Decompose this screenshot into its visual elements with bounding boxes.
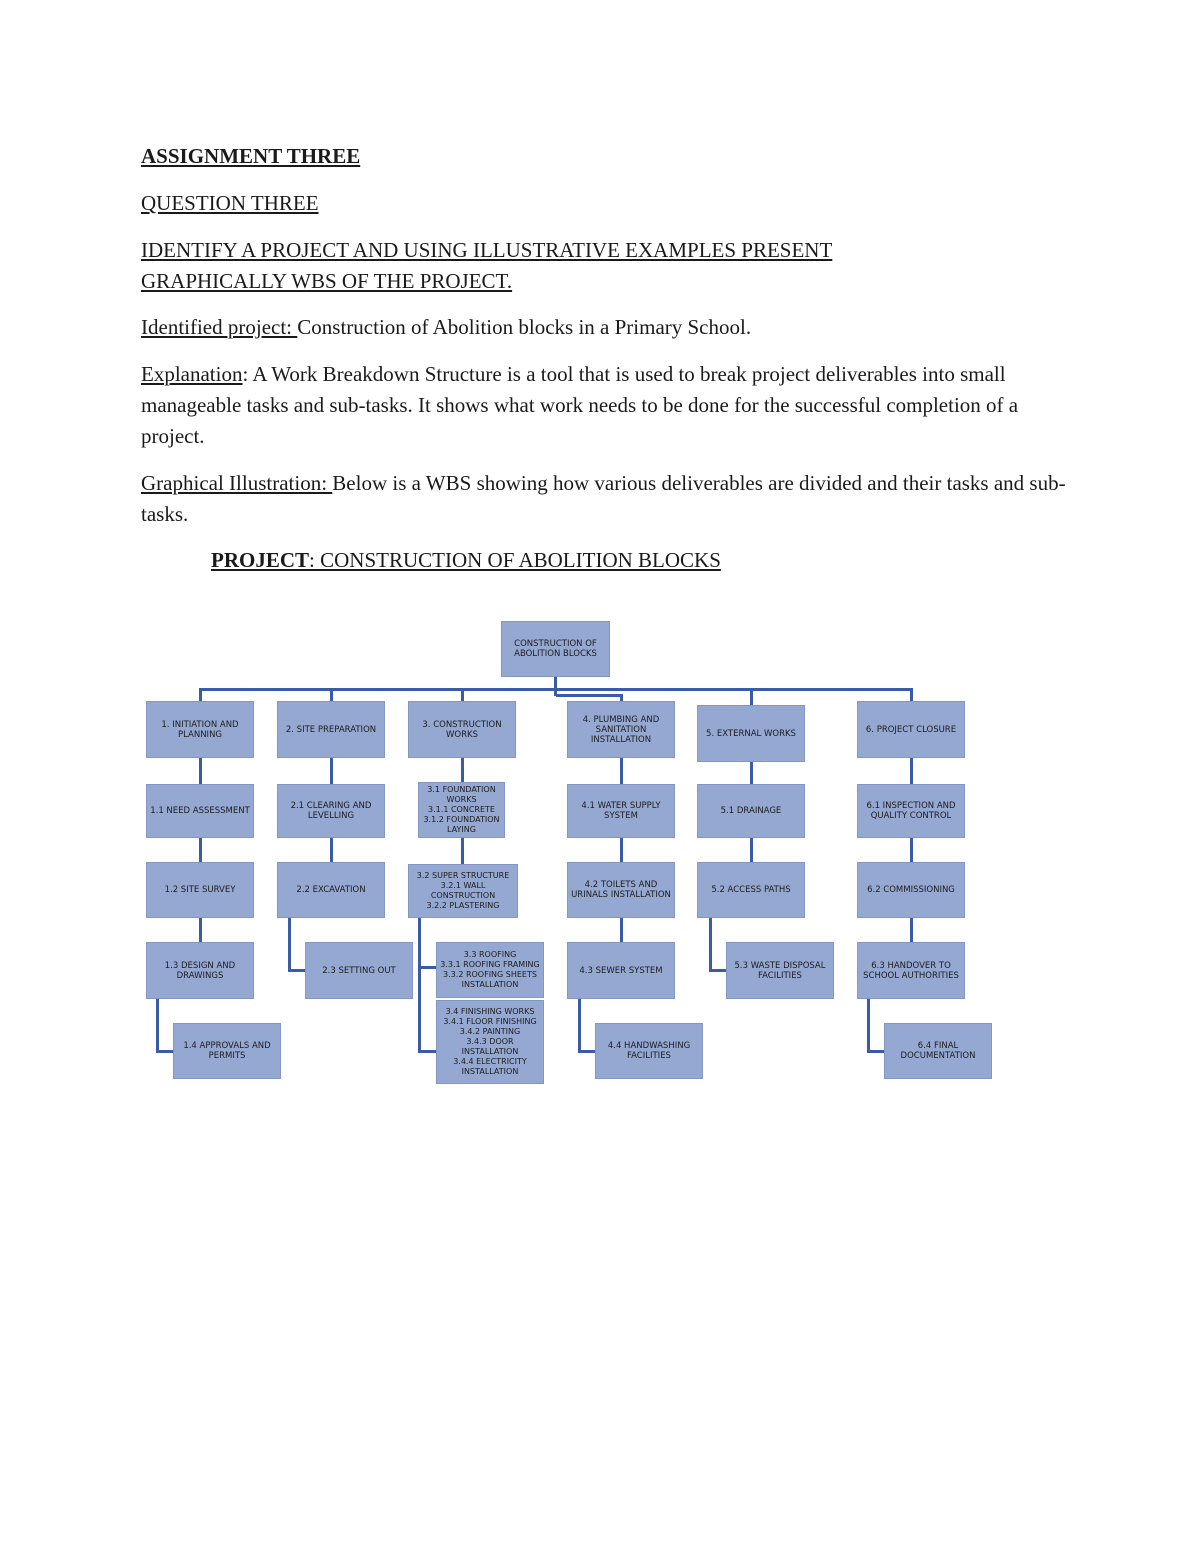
wbs-node-4-4: 4.4 HANDWASHING FACILITIES [595,1023,703,1079]
c1-link-a [199,758,202,784]
drop-3 [461,689,464,701]
wbs-node-1-2: 1.2 SITE SURVEY [146,862,254,918]
graphical-label: Graphical Illustration: [141,471,333,495]
c3-link-b [461,838,464,864]
prompt-line-1: IDENTIFY A PROJECT AND USING ILLUSTRATIVE EXAMPLES PRESENT [141,238,833,262]
wbs-node-6-4: 6.4 FINAL DOCUMENTATION [884,1023,992,1079]
wbs-node-1-3: 1.3 DESIGN AND DRAWINGS [146,942,254,999]
wbs-node-2-2: 2.2 EXCAVATION [277,862,385,918]
c2-elbow-v [288,918,291,971]
wbs-node-4-2: 4.2 TOILETS AND URINALS INSTALLATION [567,862,675,918]
drop-2 [330,689,333,701]
c6-elbow-h [867,1050,884,1053]
c3-elbow-v [418,918,421,1053]
wbs-node-4: 4. PLUMBING AND SANITATION INSTALLATION [567,701,675,758]
drop-5 [750,689,753,705]
c6-link-b [910,838,913,862]
c6-link-c [910,918,913,942]
question-heading: QUESTION THREE [141,191,319,215]
project-title-text: : CONSTRUCTION OF ABOLITION BLOCKS [309,548,721,572]
c3-elbow-h2 [418,1050,436,1053]
wbs-node-3-4 [436,1000,544,1084]
drop-6 [910,689,913,701]
c4-elbow-v [578,999,581,1052]
c2-link-a [330,758,333,784]
wbs-3-2-title: 3.2 SUPER STRUCTURE [416,871,510,880]
c4-link-c [620,918,623,942]
c3-elbow-h1 [418,966,436,969]
wbs-3-4-1: 3.4.1 FLOOR FINISHING [443,1017,537,1026]
wbs-3-1-title: 3.1 FOUNDATION WORKS [427,785,496,804]
wbs-node-6: 6. PROJECT CLOSURE [857,701,965,758]
wbs-3-3-title: 3.3 ROOFING [463,950,517,959]
wbs-node-5-3: 5.3 WASTE DISPOSAL FACILITIES [726,942,834,999]
c1-elbow-h [156,1050,173,1053]
wbs-node-3-2 [408,864,518,918]
wbs-3-3-2: 3.3.2 ROOFING SHEETS INSTALLATION [443,970,537,989]
wbs-3-3-1: 3.3.1 ROOFING FRAMING [440,960,540,969]
graphical-text: Below is a WBS showing how various deliverables are divided and their tasks and sub-tasks. [141,471,1066,526]
wbs-node-2-1: 2.1 CLEARING AND LEVELLING [277,784,385,838]
explanation-label: Explanation [141,362,243,386]
wbs-node-4-3: 4.3 SEWER SYSTEM [567,942,675,999]
c6-elbow-v [867,999,870,1052]
explanation-text: : A Work Breakdown Structure is a tool that is used to break project deliverables into small manageable tasks and sub-tasks. It shows what work needs to be done for the successful completion of a project. [141,362,1019,448]
drop-1 [199,689,202,701]
wbs-3-4-3: 3.4.3 DOOR INSTALLATION [461,1037,519,1056]
assignment-heading: ASSIGNMENT THREE [141,144,361,168]
wbs-node-2: 2. SITE PREPARATION [277,701,385,758]
wbs-3-1-2: 3.1.2 FOUNDATION LAYING [423,815,500,834]
wbs-node-1: 1. INITIATION AND PLANNING [146,701,254,758]
c2-link-b [330,838,333,862]
wbs-root-node: CONSTRUCTION OF ABOLITION BLOCKS [501,621,610,677]
wbs-node-5-1: 5.1 DRAINAGE [697,784,805,838]
c1-elbow-v [156,999,159,1052]
wbs-node-4-1: 4.1 WATER SUPPLY SYSTEM [567,784,675,838]
c5-elbow-v [709,918,712,971]
project-label: PROJECT [211,548,310,572]
wbs-node-1-4: 1.4 APPROVALS AND PERMITS [173,1023,281,1079]
identified-label: Identified project: [141,315,298,339]
wbs-node-3-1 [418,782,505,838]
wbs-node-1-1: 1.1 NEED ASSESSMENT [146,784,254,838]
c6-link-a [910,758,913,784]
wbs-3-1-1: 3.1.1 CONCRETE [428,805,495,814]
prompt-line-2: GRAPHICALLY WBS OF THE PROJECT. [141,269,513,293]
wbs-node-5: 5. EXTERNAL WORKS [697,705,805,762]
bus-offset-line [556,694,622,697]
c3-link-a [461,758,464,782]
wbs-3-4-4: 3.4.4 ELECTRICITY INSTALLATION [453,1057,527,1076]
wbs-3-4-2: 3.4.2 PAINTING [459,1027,521,1036]
wbs-3-4-title: 3.4 FINISHING WORKS [445,1007,535,1016]
wbs-node-5-2: 5.2 ACCESS PATHS [697,862,805,918]
wbs-3-2-2: 3.2.2 PLASTERING [426,901,500,910]
wbs-3-2-1: 3.2.1 WALL CONSTRUCTION [430,881,496,900]
c1-link-b [199,838,202,862]
wbs-node-6-3: 6.3 HANDOVER TO SCHOOL AUTHORITIES [857,942,965,999]
wbs-node-6-2: 6.2 COMMISSIONING [857,862,965,918]
wbs-node-6-1: 6.1 INSPECTION AND QUALITY CONTROL [857,784,965,838]
wbs-node-3-3 [436,942,544,998]
c4-link-a [620,758,623,784]
c5-elbow-h [709,969,726,972]
c4-link-b [620,838,623,862]
c1-link-c [199,918,202,942]
c5-link-b [750,838,753,862]
wbs-node-2-3: 2.3 SETTING OUT [305,942,413,999]
c2-elbow-h [288,969,305,972]
wbs-node-3: 3. CONSTRUCTION WORKS [408,701,516,758]
identified-text: Construction of Abolition blocks in a Primary School. [297,315,752,339]
c5-link-a [750,762,753,784]
c4-elbow-h [578,1050,595,1053]
